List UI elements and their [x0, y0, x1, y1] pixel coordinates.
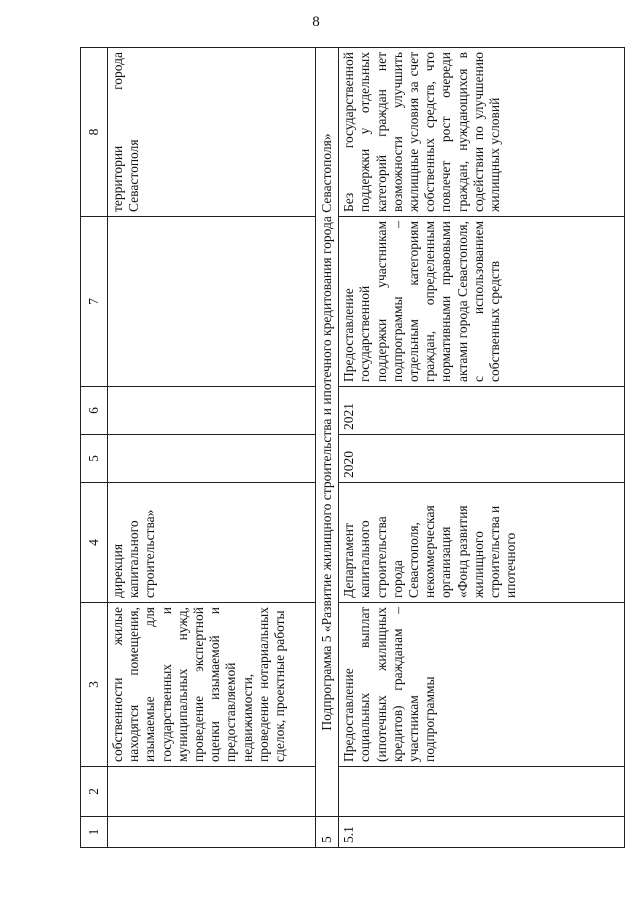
header-col-1: 1: [81, 817, 108, 848]
cell-end-year: [108, 387, 316, 435]
subprogram-title: Подпрограмма 5 «Развитие жилищного строительства и ипотечного кредитования города Севастополя»: [316, 48, 339, 817]
header-col-7: 7: [81, 217, 108, 387]
cell-executor: Департамент капитального строительства города Севастополя, некоммерческая организация «Фонд развития жилищного строительства и ипотечного: [339, 483, 625, 603]
header-col-6: 6: [81, 387, 108, 435]
rotated-table-container: [80, 48, 620, 848]
cell-start-year: [108, 435, 316, 483]
cell-number: 5.1: [339, 817, 625, 848]
cell-number: [108, 817, 316, 848]
header-col-8: 8: [81, 48, 108, 217]
table-row-5-1: [339, 48, 625, 848]
page-number: 8: [312, 14, 320, 30]
cell-consequences: Без государственной поддержки у отдельных категорий граждан нет возможности улучшить жилищные условия за счет собственных средств, что повлечет рост очереди граждан, нуждающихся в содействии по улучшению жилищных условий: [339, 48, 625, 217]
cell-col-2: [108, 767, 316, 817]
cell-start-year: 2020: [339, 435, 625, 483]
cell-consequences: территории города Севастополя: [108, 48, 316, 217]
cell-expected-result: Предоставление государственной поддержки участникам подпрограммы – отдельным категориям граждан, определенным нормативными правовыми актами города Севастополя, с использованием собственных средств: [339, 217, 625, 387]
cell-executor: дирекция капитального строительства»: [108, 483, 316, 603]
table-row-continued: [108, 48, 316, 848]
program-table: [80, 47, 625, 848]
subprogram-number: 5: [316, 817, 339, 848]
cell-end-year: 2021: [339, 387, 625, 435]
header-col-3: 3: [81, 603, 108, 767]
cell-expected-result: [108, 217, 316, 387]
header-row: [81, 48, 108, 848]
cell-measure: собственности жилые находятся помещения, изымаемые для государственных и муниципальных нужд, проведение экспертной оценки изымаемой и предоставляемой недвижимости, проведение нотариальных сделок, проектные работы: [108, 603, 316, 767]
cell-measure: Предоставление социальных выплат (ипотечных жилищных кредитов) гражданам – участникам подпрограммы: [339, 603, 625, 767]
header-col-2: 2: [81, 767, 108, 817]
cell-col-2: [339, 767, 625, 817]
subprogram-row: [316, 48, 339, 848]
header-col-4: 4: [81, 483, 108, 603]
header-col-5: 5: [81, 435, 108, 483]
